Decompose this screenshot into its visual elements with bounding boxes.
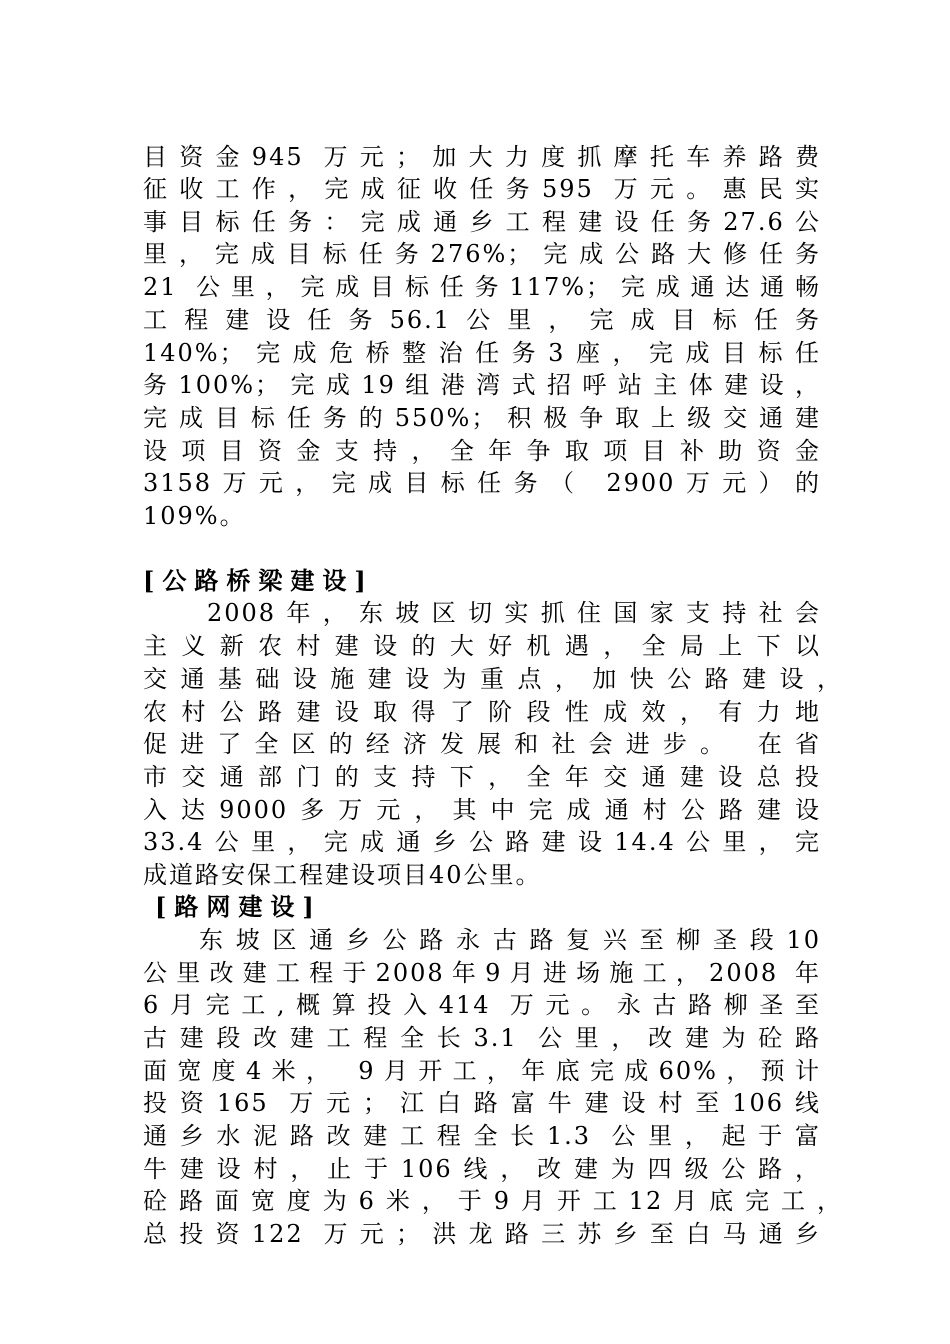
text-line: 市交通部门的支持下，全年交通建设总投 (143, 763, 821, 791)
text-line: 古建段改建工程全长3.1 公里，改建为砼路 (143, 1024, 821, 1052)
text-line: 牛建设村，止于106线，改建为四级公路， (143, 1155, 821, 1183)
text-line: 140%；完成危桥整治任务3座，完成目标任 (143, 339, 821, 367)
text-line: 成道路安保工程建设项目40公里。 (143, 861, 542, 889)
text-line: 目资金945 万元；加大力度抓摩托车养路费 (143, 143, 821, 171)
text-line: 设项目资金支持，全年争取项目补助资金 (143, 437, 821, 465)
text-line: 东坡区通乡公路永古路复兴至柳圣段10 (199, 926, 821, 954)
text-line: 3158万元，完成目标任务（ 2900万元）的 (143, 469, 821, 497)
text-line: 务100%；完成19组港湾式招呼站主体建设， (143, 371, 821, 399)
text-line: 入达9000多万元，其中完成通村公路建设 (143, 796, 821, 824)
text-line: 2008年，东坡区切实抓住国家支持社会 (207, 599, 821, 627)
text-line: 109%。 (143, 502, 246, 530)
text-line: 征收工作，完成征收任务595 万元。惠民实 (143, 175, 821, 203)
text-line: 21 公里，完成目标任务117%；完成通达通畅 (143, 273, 821, 301)
text-line: 投资165 万元；江白路富牛建设村至106线 (143, 1089, 821, 1117)
text-line: 公里改建工程于2008年9月进场施工，2008 年 (143, 959, 821, 987)
section-heading-road-bridge: [公路桥梁建设] (143, 566, 374, 595)
text-line: 农村公路建设取得了阶段性成效，有力地 (143, 698, 821, 726)
text-line: 促进了全区的经济发展和社会进步。 在省 (143, 730, 821, 758)
text-line: 事目标任务：完成通乡工程建设任务27.6公 (143, 208, 821, 236)
text-line: 33.4公里，完成通乡公路建设14.4公里，完 (143, 828, 821, 856)
text-line: 主义新农村建设的大好机遇，全局上下以 (143, 632, 821, 660)
section-heading-road-network: [路网建设] (155, 892, 322, 921)
text-line: 面宽度4米， 9月开工，年底完成60%，预计 (143, 1057, 821, 1085)
text-line: 交通基础设施建设为重点，加快公路建设， (143, 665, 843, 693)
text-line: 总投资122 万元；洪龙路三苏乡至白马通乡 (143, 1220, 821, 1248)
text-line: 工程建设任务56.1公里，完成目标任务 (143, 306, 821, 334)
text-line: 里，完成目标任务276%；完成公路大修任务 (143, 240, 821, 268)
text-line: 通乡水泥路改建工程全长1.3 公里，起于富 (143, 1122, 821, 1150)
text-line: 砼路面宽度为6米，于9月开工12月底完工， (143, 1187, 843, 1215)
text-line: 6月完工,概算投入414 万元。永古路柳圣至 (143, 991, 821, 1019)
text-line: 完成目标任务的550%；积极争取上级交通建 (143, 404, 821, 432)
